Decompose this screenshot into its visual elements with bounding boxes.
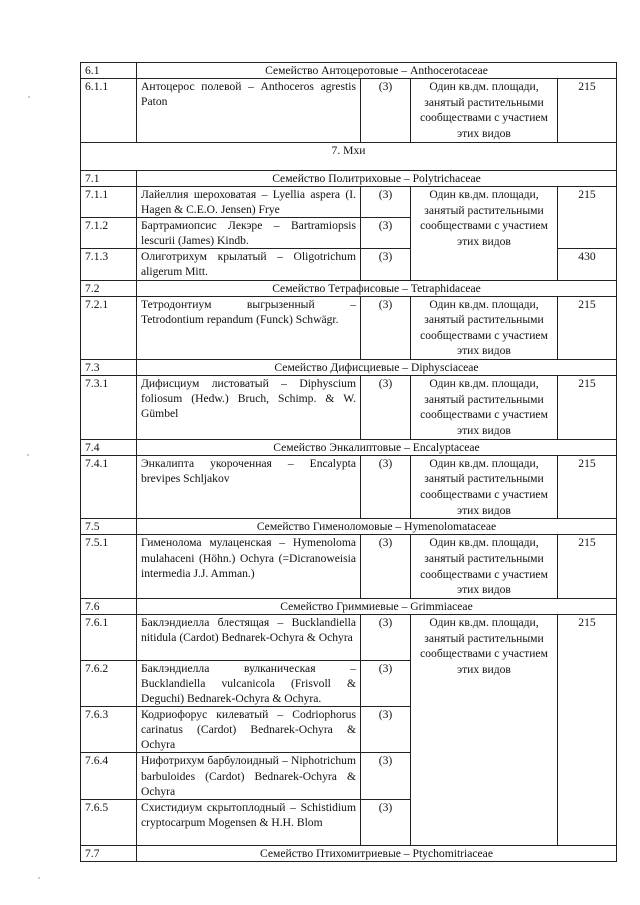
species-row [81, 615, 617, 661]
category-code: (3) [361, 615, 411, 661]
row-number: 7.1.3 [81, 249, 137, 280]
species-name: Баклэндиелла блестящая – Bucklandiella nitidula (Cardot) Bednarek-Ochyra & Ochyra [137, 615, 361, 661]
species-row [81, 296, 617, 360]
family-row [81, 845, 617, 861]
family-title: Семейство Политриховые – Polytrichaceae [137, 171, 617, 187]
quantity-value: 215 [558, 376, 617, 440]
quantity-value: 215 [558, 455, 617, 519]
family-title: Семейство Гриммиевые – Grimmiaceae [137, 599, 617, 615]
species-name: Бартрамиопсис Лекэре – Bartramiopsis lescurii (James) Kindb. [137, 218, 361, 249]
species-row [81, 79, 617, 143]
row-number: 7.6.3 [81, 707, 137, 753]
quantity-value: 215 [558, 615, 617, 846]
category-code: (3) [361, 218, 411, 249]
family-title: Семейство Антоцеротовые – Anthocerotaceae [137, 63, 617, 79]
category-code: (3) [361, 79, 411, 143]
quantity-value: 215 [558, 296, 617, 360]
unit-description: Один кв.дм. площади, занятый растительными сообществами с участием этих видов [411, 296, 558, 360]
unit-description: Один кв.дм. площади, занятый растительными сообществами с участием этих видов [411, 376, 558, 440]
row-number: 7.3 [81, 360, 137, 376]
row-number: 7.6.2 [81, 661, 137, 707]
family-title: Семейство Птихомитриевые – Ptychomitriaceae [137, 845, 617, 861]
category-code: (3) [361, 535, 411, 599]
category-code: (3) [361, 799, 411, 845]
species-name: Олиготрихум крылатый – Oligotrichum aligerum Mitt. [137, 249, 361, 280]
row-number: 7.2 [81, 280, 137, 296]
section-row [81, 143, 617, 171]
family-title: Семейство Дифисциевые – Diphysciaceae [137, 360, 617, 376]
family-row [81, 599, 617, 615]
species-name: Лайеллия шероховатая – Lyellia aspera (I. Hagen & C.E.O. Jensen) Frye [137, 187, 361, 218]
family-row [81, 519, 617, 535]
species-row [81, 455, 617, 519]
species-row [81, 187, 617, 218]
quantity-value: 430 [558, 249, 617, 280]
quantity-value: 215 [558, 187, 617, 249]
category-code: (3) [361, 753, 411, 799]
scan-speck [28, 96, 30, 98]
row-number: 7.3.1 [81, 376, 137, 440]
category-code: (3) [361, 296, 411, 360]
row-number: 7.6 [81, 599, 137, 615]
species-name: Баклэндиелла вулканическая – Bucklandiella vulcanicola (Frisvoll & Deguchi) Bednarek-Ochyra & Ochyra. [137, 661, 361, 707]
species-row [81, 535, 617, 599]
row-number: 7.2.1 [81, 296, 137, 360]
row-number: 7.6.1 [81, 615, 137, 661]
species-name: Антоцерос полевой – Anthoceros agrestis Paton [137, 79, 361, 143]
row-number: 7.4.1 [81, 455, 137, 519]
row-number: 7.5.1 [81, 535, 137, 599]
quantity-value: 215 [558, 535, 617, 599]
category-code: (3) [361, 707, 411, 753]
species-row [81, 376, 617, 440]
unit-description: Один кв.дм. площади, занятый растительными сообществами с участием этих видов [411, 79, 558, 143]
unit-description: Один кв.дм. площади, занятый растительными сообществами с участием этих видов [411, 615, 558, 846]
row-number: 6.1.1 [81, 79, 137, 143]
row-number: 7.5 [81, 519, 137, 535]
family-row [81, 360, 617, 376]
category-code: (3) [361, 249, 411, 280]
family-row [81, 280, 617, 296]
row-number: 7.1 [81, 171, 137, 187]
family-title: Семейство Энкалиптовые – Encalyptaceae [137, 439, 617, 455]
species-name: Кодриофорус килеватый – Codriophorus carinatus (Cardot) Bednarek-Ochyra & Ochyra [137, 707, 361, 753]
row-number: 7.7 [81, 845, 137, 861]
unit-description: Один кв.дм. площади, занятый растительными сообществами с участием этих видов [411, 535, 558, 599]
family-row [81, 439, 617, 455]
scan-speck [27, 454, 29, 456]
row-number: 7.1.2 [81, 218, 137, 249]
section-title: 7. Мхи [81, 143, 617, 171]
category-code: (3) [361, 376, 411, 440]
family-row [81, 171, 617, 187]
family-row [81, 63, 617, 79]
species-name: Тетродонтиум выгрызенный – Tetrodontium repandum (Funck) Schwägr. [137, 296, 361, 360]
document-table [80, 62, 617, 862]
quantity-value: 215 [558, 79, 617, 143]
species-name: Энкалипта укороченная – Encalypta brevipes Schljakov [137, 455, 361, 519]
family-title: Семейство Гименоломовые – Hymenolomataceae [137, 519, 617, 535]
scan-speck [38, 877, 40, 879]
category-code: (3) [361, 455, 411, 519]
row-number: 7.4 [81, 439, 137, 455]
row-number: 7.6.4 [81, 753, 137, 799]
species-name: Гименолома мулаценская – Hymenoloma mulahaceni (Höhn.) Ochyra (=Dicranoweisia intermedia J.J. Amman.) [137, 535, 361, 599]
category-code: (3) [361, 661, 411, 707]
row-number: 7.6.5 [81, 799, 137, 845]
category-code: (3) [361, 187, 411, 218]
species-name: Схистидиум скрытоплодный – Schistidium cryptocarpum Mogensen & H.H. Blom [137, 799, 361, 845]
unit-description: Один кв.дм. площади, занятый растительными сообществами с участием этих видов [411, 187, 558, 280]
unit-description: Один кв.дм. площади, занятый растительными сообществами с участием этих видов [411, 455, 558, 519]
row-number: 6.1 [81, 63, 137, 79]
species-name: Дифисциум листоватый – Diphyscium foliosum (Hedw.) Bruch, Schimp. & W. Gümbel [137, 376, 361, 440]
species-name: Нифотрихум барбулоидный – Niphotrichum barbuloides (Cardot) Bednarek-Ochyra & Ochyra [137, 753, 361, 799]
row-number: 7.1.1 [81, 187, 137, 218]
family-title: Семейство Тетрафисовые – Tetraphidaceae [137, 280, 617, 296]
